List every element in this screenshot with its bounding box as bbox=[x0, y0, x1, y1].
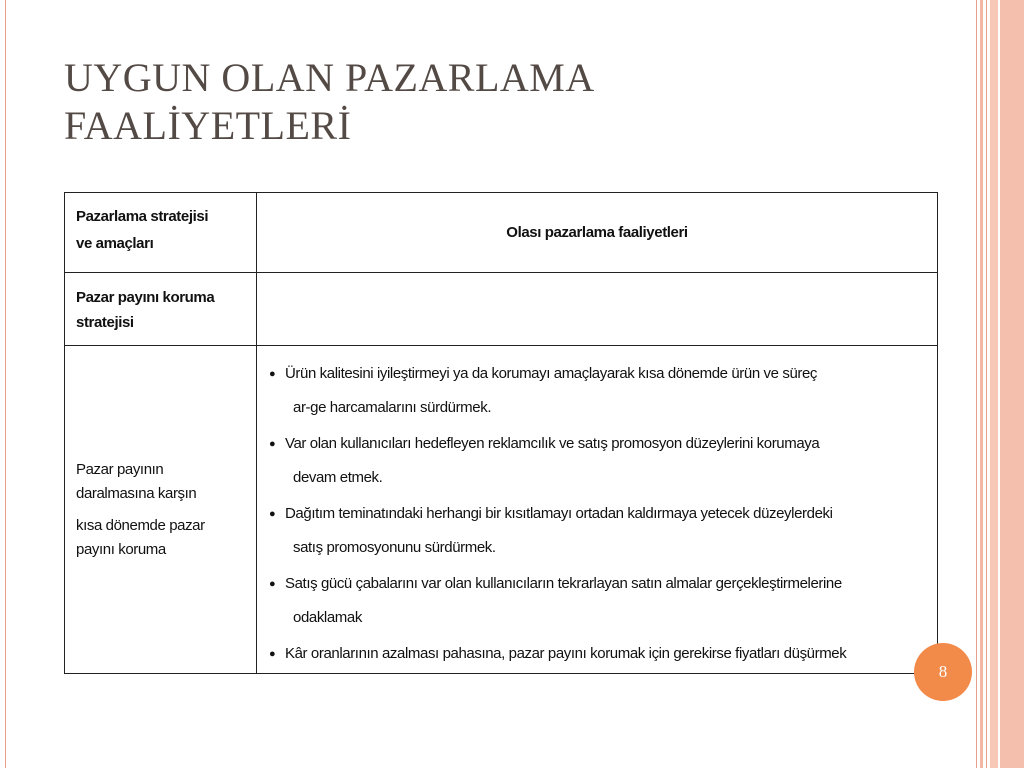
list-item bbox=[257, 426, 937, 496]
slide-title bbox=[64, 54, 595, 150]
header-right-text: Olası pazarlama faaliyetleri bbox=[506, 224, 688, 241]
list-item-line2: satış promosyonunu sürdürmek. bbox=[293, 539, 496, 556]
list-item-line1: Ürün kalitesini iyileştirmeyi ya da korumayı amaçlayarak kısa dönemde ürün ve süreç bbox=[285, 365, 818, 382]
page-number-badge bbox=[914, 643, 972, 701]
page-number: 8 bbox=[938, 662, 948, 681]
row2-left-line1: Pazar payını koruma bbox=[76, 289, 215, 306]
row3-left-line4: payını koruma bbox=[76, 540, 166, 558]
list-item bbox=[257, 566, 937, 636]
table-row bbox=[65, 346, 938, 674]
row3-left-line2: daralmasına karşın bbox=[76, 484, 197, 502]
row2-left-line2: stratejisi bbox=[76, 314, 134, 331]
list-item bbox=[257, 356, 937, 426]
stripe bbox=[980, 0, 983, 768]
stripe bbox=[986, 0, 987, 768]
list-item bbox=[257, 636, 937, 672]
slide-title-line2: FAALİYETLERİ bbox=[64, 103, 352, 148]
list-item-line1: Var olan kullanıcıları hedefleyen reklamcılık ve satış promosyon düzeylerini korumaya bbox=[285, 435, 820, 452]
row3-left-cell bbox=[65, 346, 257, 674]
row3-left-line3: kısa dönemde pazar bbox=[76, 516, 205, 534]
list-item-line2: odaklamak bbox=[293, 609, 362, 626]
list-item-line2: ar-ge harcamalarını sürdürmek. bbox=[293, 399, 492, 416]
list-item-line1: Dağıtım teminatındaki herhangi bir kısıtlamayı ortadan kaldırmaya yetecek düzeylerdeki bbox=[285, 505, 833, 522]
table-header-row bbox=[65, 193, 938, 273]
strategy-table bbox=[64, 192, 938, 674]
row3-right-cell bbox=[257, 346, 938, 674]
row3-left-para2 bbox=[76, 514, 256, 562]
header-left-line1: Pazarlama stratejisi bbox=[76, 208, 209, 225]
row2-left-cell bbox=[65, 273, 257, 346]
left-border-line bbox=[5, 0, 6, 768]
bullet-icon: ● bbox=[269, 508, 276, 520]
slide-title-line1: UYGUN OLAN PAZARLAMA bbox=[64, 55, 595, 100]
header-left-cell bbox=[65, 193, 257, 273]
list-item bbox=[257, 496, 937, 566]
bullet-icon: ● bbox=[269, 648, 276, 660]
row3-left-line1: Pazar payının bbox=[76, 460, 164, 478]
stripe bbox=[976, 0, 977, 768]
list-item-line1: Satış gücü çabalarını var olan kullanıcıların tekrarlayan satın almalar gerçekleştirmelerine bbox=[285, 575, 842, 592]
bullet-icon: ● bbox=[269, 368, 276, 380]
header-right-cell bbox=[257, 193, 938, 273]
right-decorative-stripes bbox=[976, 0, 1024, 768]
list-item-line1: Kâr oranlarının azalması pahasına, pazar payını korumak için gerekirse fiyatları düşürmek bbox=[285, 645, 847, 662]
table-row bbox=[65, 273, 938, 346]
list-item-line2: devam etmek. bbox=[293, 469, 383, 486]
activities-list bbox=[257, 346, 937, 672]
row3-left-para1 bbox=[76, 458, 256, 506]
bullet-icon: ● bbox=[269, 578, 276, 590]
bullet-icon: ● bbox=[269, 438, 276, 450]
stripe bbox=[1000, 0, 1024, 768]
header-left-line2: ve amaçları bbox=[76, 235, 154, 252]
row2-right-cell bbox=[257, 273, 938, 346]
stripe bbox=[990, 0, 998, 768]
